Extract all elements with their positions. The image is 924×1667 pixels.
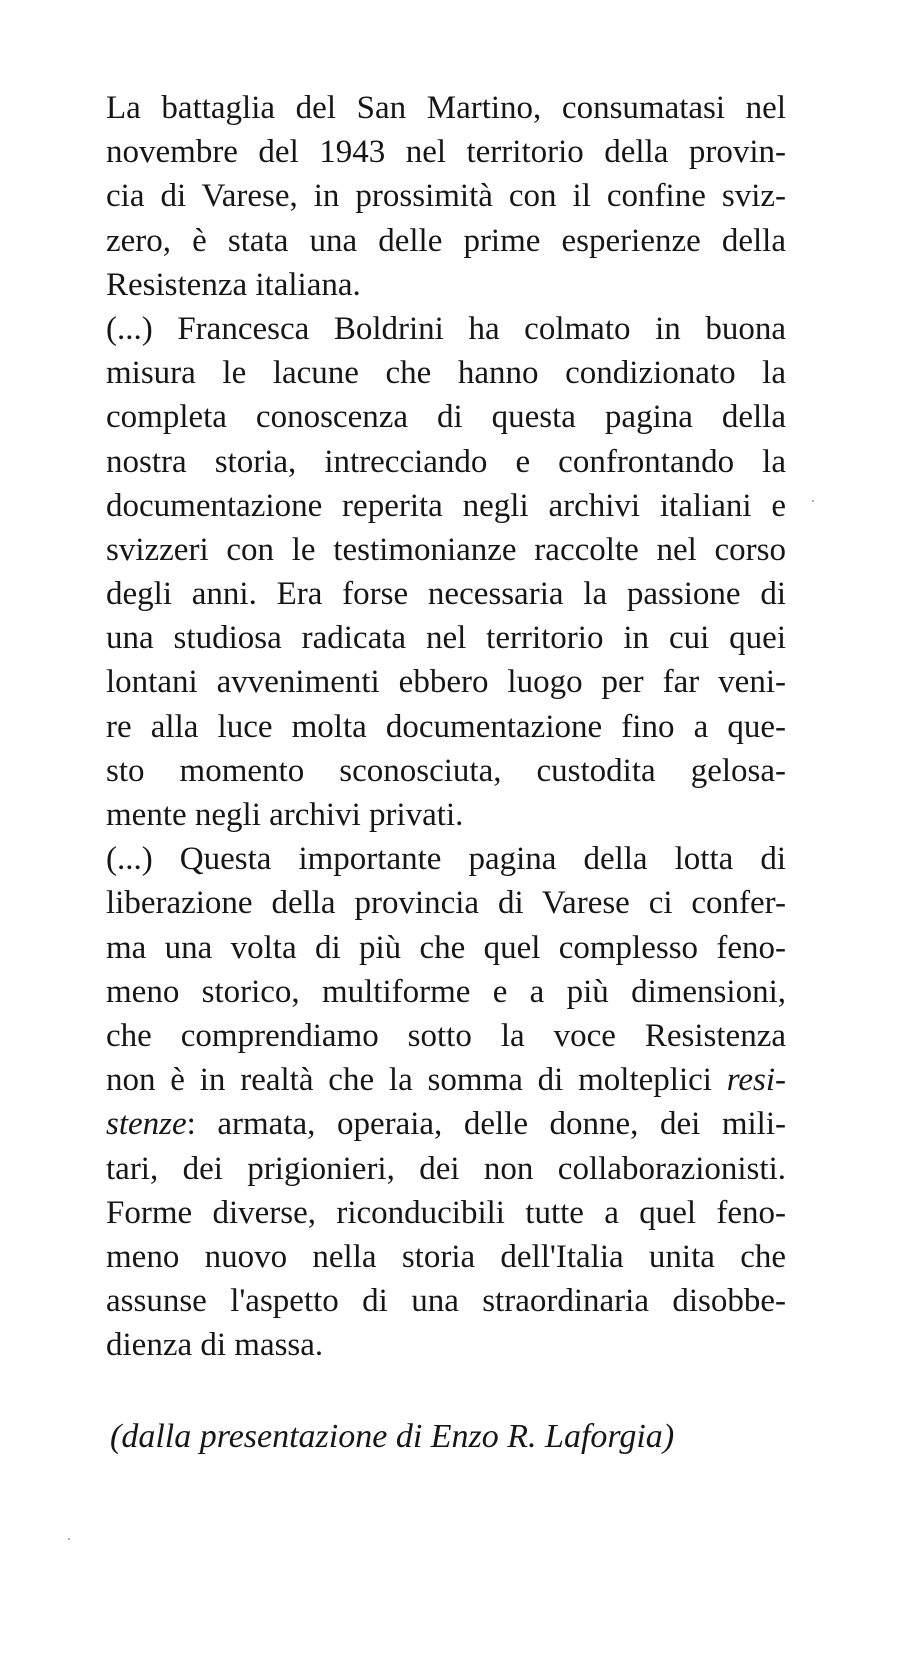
text-line (106, 837, 786, 881)
text-line (106, 174, 786, 218)
line-text: non è in realtà che la somma di molteplici (106, 1062, 727, 1099)
text-line (106, 793, 786, 837)
text-line (106, 572, 786, 616)
text-line (106, 484, 786, 528)
line-text: dienza di massa. (106, 1327, 324, 1364)
text-line (106, 130, 786, 174)
line-text: : armata, operaia, delle donne, dei mili- (186, 1106, 786, 1143)
line-text: Resistenza italiana. (106, 266, 361, 303)
line-text: cia di Varese, in prossimità con il confine sviz- (106, 178, 786, 215)
text-line (106, 219, 786, 263)
text-line (106, 440, 786, 484)
attribution-text: dalla presentazione di Enzo R. Laforgia (121, 1418, 663, 1455)
text-line (106, 1279, 786, 1323)
text-line (106, 1235, 786, 1279)
text-line (106, 1323, 786, 1367)
line-text: (...) Francesca Boldrini ha colmato in buona (106, 310, 786, 347)
text-line (106, 1014, 786, 1058)
line-text: novembre del 1943 nel territorio della provin- (106, 134, 786, 171)
line-text: assunse l'aspetto di una straordinaria disobbe- (106, 1283, 786, 1320)
line-text: Forme diverse, riconducibili tutte a quel feno- (106, 1194, 786, 1231)
line-text: nostra storia, intrecciando e confrontando la (106, 443, 786, 480)
line-text: ma una volta di più che quel complesso feno- (106, 929, 786, 966)
line-text: (...) Questa importante pagina della lotta di (106, 841, 786, 878)
text-line (106, 395, 786, 439)
line-text: meno nuovo nella storia dell'Italia unita che (106, 1238, 786, 1275)
line-text: zero, è stata una delle prime esperienze della (106, 222, 786, 259)
text-line (106, 705, 786, 749)
line-text: re alla luce molta documentazione fino a que- (106, 708, 786, 745)
attribution-close-paren: ) (662, 1418, 675, 1455)
line-text: svizzeri con le testimonianze raccolte nel corso (106, 531, 786, 568)
attribution-open-paren: ( (110, 1418, 122, 1455)
text-line (106, 1102, 786, 1146)
line-text: meno storico, multiforme e a più dimensioni, (106, 973, 786, 1010)
text-line (106, 926, 786, 970)
text-line (106, 307, 786, 351)
scan-speck (68, 1538, 70, 1540)
line-text: una studiosa radicata nel territorio in cui quei (106, 620, 786, 657)
line-text: liberazione della provincia di Varese ci confer- (106, 885, 786, 922)
line-text: mente negli archivi privati. (106, 797, 464, 833)
text-line (106, 881, 786, 925)
text-line (106, 749, 786, 793)
text-line (106, 616, 786, 660)
text-line (106, 660, 786, 704)
line-text: documentazione reperita negli archivi italiani e (106, 487, 786, 524)
line-text: tari, dei prigionieri, dei non collaborazionisti. (106, 1150, 786, 1187)
text-line (106, 1191, 786, 1235)
text-line (106, 970, 786, 1014)
text-line (106, 1147, 786, 1191)
text-line (106, 528, 786, 572)
line-text: che comprendiamo sotto la voce Resistenza (106, 1017, 786, 1054)
line-text: lontani avvenimenti ebbero luogo per far veni- (106, 664, 786, 701)
attribution (110, 1418, 674, 1456)
text-line (106, 86, 786, 130)
text-line (106, 1058, 786, 1102)
text-line (106, 263, 786, 307)
text-line (106, 351, 786, 395)
line-italic-text: stenze (106, 1106, 187, 1143)
scan-speck (812, 500, 814, 502)
line-text: completa conoscenza di questa pagina della (106, 399, 786, 436)
body-text (106, 86, 786, 1367)
line-text: sto momento sconosciuta, custodita gelosa- (106, 752, 786, 789)
line-text: La battaglia del San Martino, consumatasi nel (106, 90, 786, 126)
line-text: misura le lacune che hanno condizionato la (106, 355, 786, 392)
line-italic-text: resi- (726, 1062, 786, 1099)
line-text: degli anni. Era forse necessaria la passione di (106, 576, 786, 613)
